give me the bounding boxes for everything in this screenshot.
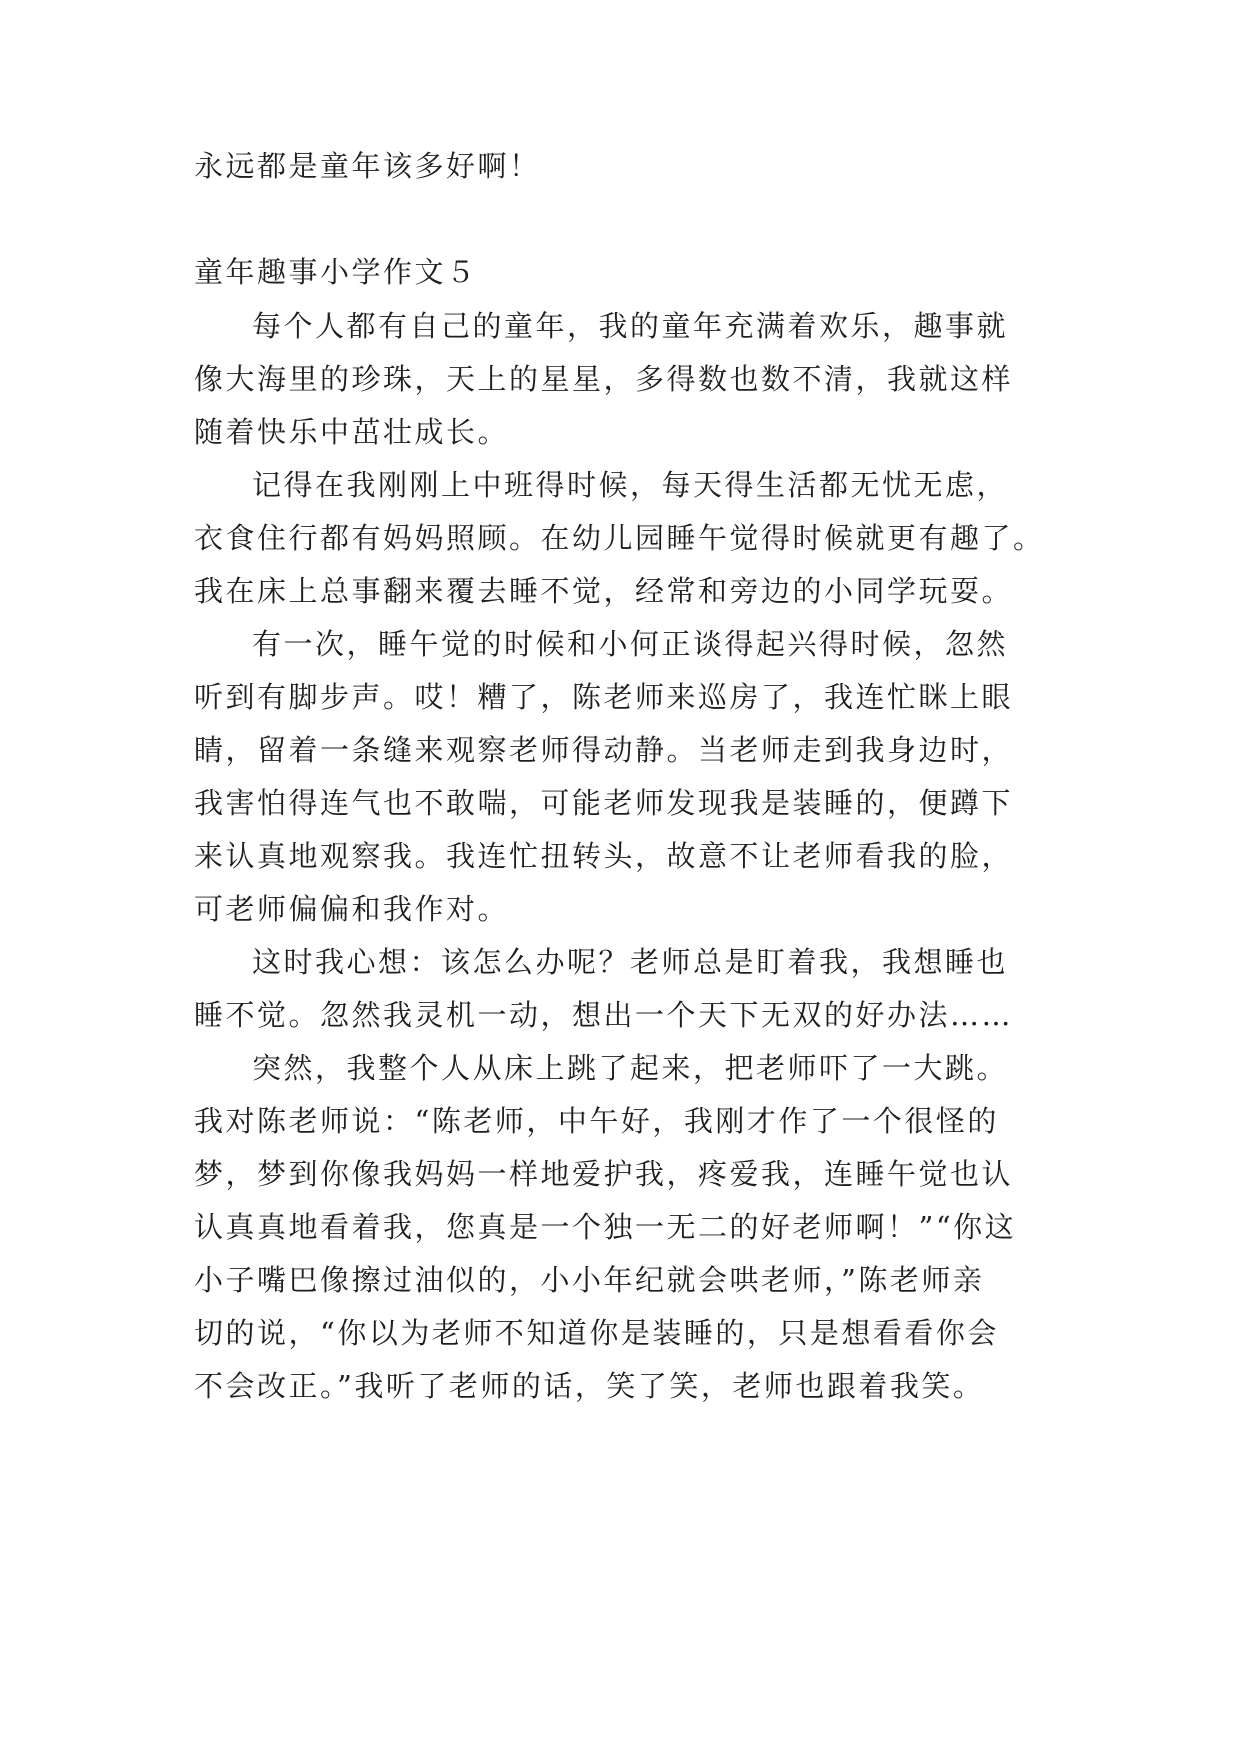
paragraph-4-line-1: 这时我心想：该怎么办呢？老师总是盯着我，我想睡也: [252, 945, 1009, 979]
paragraph-5-line-2: 我对陈老师说：“陈老师，中午好，我刚才作了一个很怪的: [194, 1104, 999, 1138]
paragraph-5-line-1: 突然，我整个人从床上跳了起来，把老师吓了一大跳。: [252, 1051, 1009, 1085]
paragraph-3-line-1: 有一次，睡午觉的时候和小何正谈得起兴得时候，忽然: [252, 627, 1009, 661]
paragraph-3-line-3: 睛，留着一条缝来观察老师得动静。当老师走到我身边时，: [194, 733, 1014, 767]
paragraph-3-line-5: 来认真地观察我。我连忙扭转头，故意不让老师看我的脸，: [194, 839, 1014, 873]
essay-title: 童年趣事小学作文５: [194, 255, 478, 289]
paragraph-3-line-6: 可老师偏偏和我作对。: [194, 892, 510, 926]
paragraph-3-line-4: 我害怕得连气也不敢喘，可能老师发现我是装睡的，便蹲下: [194, 786, 1014, 820]
paragraph-1-line-3: 随着快乐中茁壮成长。: [194, 415, 510, 449]
paragraph-5-line-3: 梦，梦到你像我妈妈一样地爱护我，疼爱我，连睡午觉也认: [194, 1157, 1014, 1191]
paragraph-2-line-1: 记得在我刚刚上中班得时候，每天得生活都无忧无虑，: [252, 468, 1009, 502]
paragraph-1-line-1: 每个人都有自己的童年，我的童年充满着欢乐，趣事就: [252, 309, 1009, 343]
paragraph-3-line-2: 听到有脚步声。哎！糟了，陈老师来巡房了，我连忙眯上眼: [194, 680, 1014, 714]
paragraph-1-line-2: 像大海里的珍珠，天上的星星，多得数也数不清，我就这样: [194, 362, 1014, 396]
paragraph-5-line-4: 认真真地看着我，您真是一个独一无二的好老师啊！”“你这: [194, 1210, 1017, 1244]
paragraph-4-line-2: 睡不觉。忽然我灵机一动，想出一个天下无双的好办法……: [194, 998, 1014, 1032]
paragraph-5-line-5: 小子嘴巴像擦过油似的，小小年纪就会哄老师，”陈老师亲: [194, 1263, 985, 1297]
paragraph-5-line-7: 不会改正。”我听了老师的话，笑了笑，老师也跟着我笑。: [194, 1369, 985, 1403]
paragraph-2-line-3: 我在床上总事翻来覆去睡不觉，经常和旁边的小同学玩耍。: [194, 574, 1014, 608]
previous-essay-ending: 永远都是童年该多好啊！: [194, 149, 541, 183]
paragraph-5-line-6: 切的说，“你以为老师不知道你是装睡的，只是想看看你会: [194, 1316, 999, 1350]
paragraph-2-line-2: 衣食住行都有妈妈照顾。在幼儿园睡午觉得时候就更有趣了。: [194, 521, 1045, 555]
